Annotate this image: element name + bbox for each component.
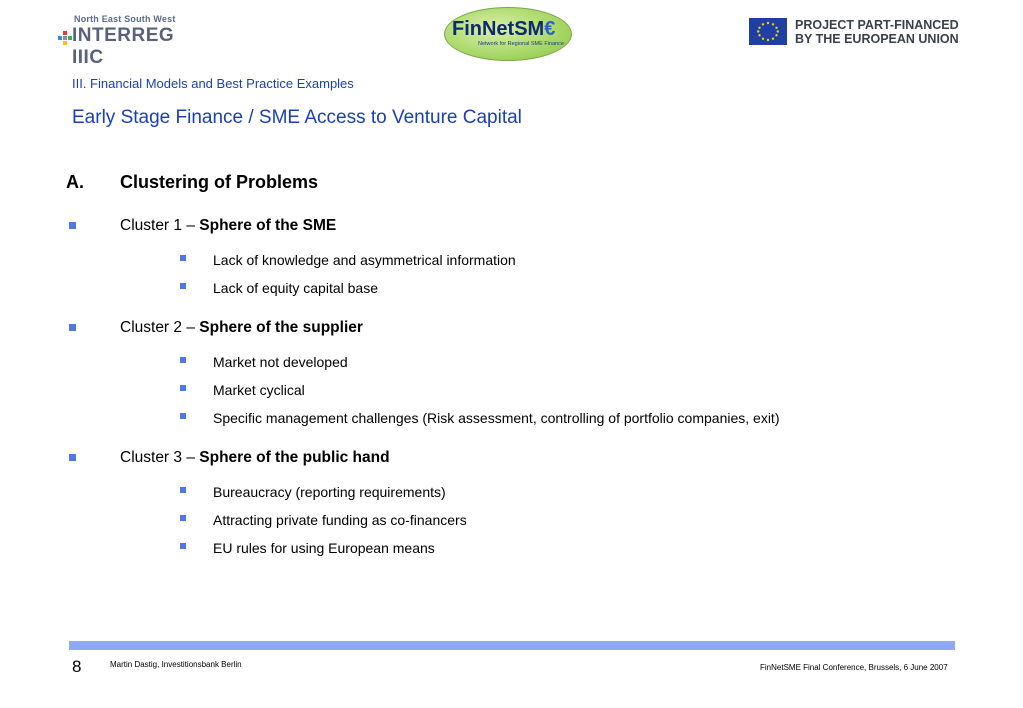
finnetsme-subtitle: Network for Regional SME Finance [478, 41, 564, 47]
finnetsme-name [452, 18, 555, 41]
cluster-prefix: Cluster 3 – [120, 449, 200, 466]
list-item: Lack of equity capital base [213, 280, 378, 296]
eu-text-line2: BY THE EUROPEAN UNION [795, 32, 959, 46]
page-title: Early Stage Finance / SME Access to Venture Capital [72, 107, 522, 128]
square-bullet-icon [69, 454, 76, 461]
cluster-3-heading [120, 449, 390, 467]
list-item: EU rules for using European means [213, 540, 435, 556]
square-bullet-icon [180, 283, 186, 289]
list-item: Specific management challenges (Risk assessment, controlling of portfolio companies, exit) [213, 410, 780, 426]
cluster-2-heading [120, 319, 363, 337]
square-bullet-icon [180, 413, 186, 419]
eu-text [795, 18, 959, 46]
list-item: Market not developed [213, 354, 348, 370]
cluster-bold: Sphere of the public hand [199, 449, 390, 466]
cluster-bold: Sphere of the supplier [199, 319, 363, 336]
finnetsme-logo [444, 7, 572, 61]
interreg-small-text: North East South West [74, 14, 176, 24]
cluster-1-heading [120, 217, 336, 235]
euro-icon: € [544, 18, 556, 40]
cluster-bold: Sphere of the SME [199, 217, 337, 234]
list-item: Attracting private funding as co-financers [213, 512, 467, 528]
list-item: Bureaucracy (reporting requirements) [213, 484, 446, 500]
square-bullet-icon [180, 357, 186, 363]
heading-text: Clustering of Problems [120, 172, 319, 192]
square-bullet-icon [180, 543, 186, 549]
square-bullet-icon [69, 324, 76, 331]
cluster-prefix: Cluster 2 – [120, 319, 200, 336]
square-bullet-icon [180, 515, 186, 521]
eu-logo [749, 16, 959, 48]
section-label: III. Financial Models and Best Practice Examples [72, 76, 354, 91]
footer-bar [69, 641, 955, 650]
interreg-name: INTERREG IIIC [72, 25, 175, 68]
page-number: 8 [72, 657, 82, 676]
footer-author: Martin Dastig, Investitionsbank Berlin [110, 660, 242, 669]
heading-letter: A. [66, 172, 84, 192]
eu-text-line1: PROJECT PART-FINANCED [795, 18, 959, 32]
footer-event: FinNetSME Final Conference, Brussels, 6 June 2007 [760, 663, 948, 672]
finnetsme-name-text: FinNetSM [452, 18, 545, 40]
cluster-prefix: Cluster 1 – [120, 217, 200, 234]
list-item: Market cyclical [213, 382, 305, 398]
square-bullet-icon [180, 255, 186, 261]
square-bullet-icon [180, 487, 186, 493]
square-bullet-icon [69, 222, 76, 229]
interreg-logo [58, 14, 208, 68]
eu-flag-icon [749, 18, 787, 45]
square-bullet-icon [180, 385, 186, 391]
list-item: Lack of knowledge and asymmetrical information [213, 252, 516, 268]
interreg-mark-icon [58, 31, 72, 45]
